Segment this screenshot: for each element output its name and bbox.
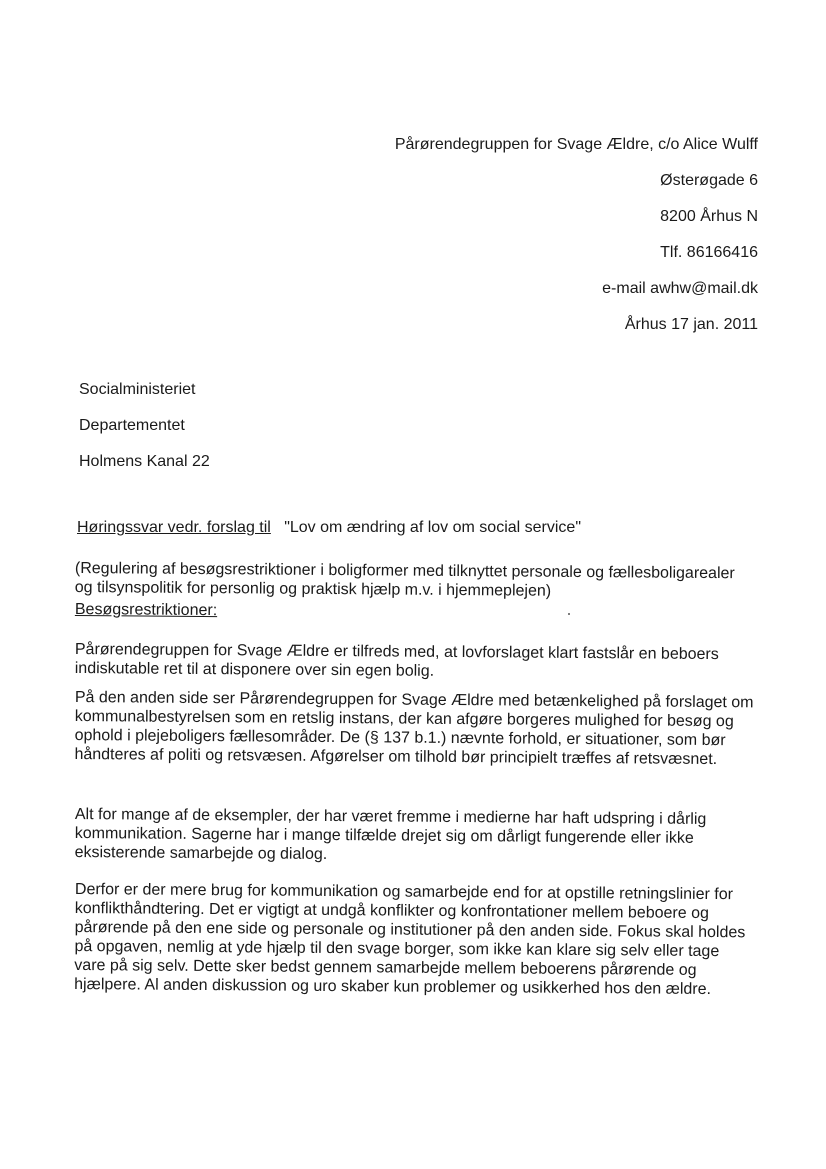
subject-line — [77, 519, 581, 537]
paragraph-4: Derfor er der mere brug for kommunikation og samarbejde end for at opstille retningslinier for konflikthåndtering. Det er vigtigt at undgå konflikter og konfrontationer mellem beboere og pårørende på den ene side og personale og institutioner på den anden side. Fokus skal holdes på opgaven, nemlig at yde hjælp til den svage borger, som ikke kan klare sig selv eller tage vare på sig selv. Dette sker bedst gennem samarbejde mellem beboerens pårørende og hjælpere. Al anden diskussion og uro skaber kun problemer og usikkerhed hos den ældre. — [74, 880, 746, 998]
sender-city: 8200 Århus N — [660, 208, 758, 225]
sender-address-block — [395, 127, 758, 343]
recipient-line-1: Socialministeriet — [79, 381, 196, 398]
subject-parenthetical: (Regulering af besøgsrestriktioner i boligformer med tilknyttet personale og fællesboligarealer og tilsynspolitik for personlig og praktisk hjælp m.v. i hjemmeplejen) — [74, 559, 735, 600]
sender-organization: Pårørendegruppen for Svage Ældre, c/o Alice Wulff — [394, 136, 758, 153]
scan-speck — [568, 613, 570, 615]
recipient-line-3: Holmens Kanal 22 — [79, 453, 210, 470]
paragraph-2: På den anden side ser Pårørendegruppen for Svage Ældre med betænkelighed på forslaget om kommunalbestyrelsen som en retslig instans, der kan afgøre borgeres mulighed for besøg og ophold i plejeboligers fællesområder. De (§ 137 b.1.) nævnte forhold, er situationer, som bør håndteres af politi og retsvæsen. Afgørelser om tilhold bør principielt træffes af retsvæsnet. — [74, 688, 754, 769]
subject-title: "Lov om ændring af lov om social service" — [284, 519, 581, 536]
recipient-line-2: Departementet — [79, 417, 185, 434]
recipient-address-block — [79, 372, 210, 480]
letter-date: Århus 17 jan. 2011 — [624, 316, 758, 333]
subject-underlined: Høringssvar vedr. forslag til — [77, 519, 271, 536]
section-heading: Besøgsrestriktioner: — [74, 600, 218, 620]
paragraph-1: Pårørendegruppen for Svage Ældre er tilfreds med, at lovforslaget klart fastslår en beboers indiskutable ret til at disponere over sin egen bolig. — [74, 640, 719, 680]
sender-phone: Tlf. 86166416 — [660, 244, 758, 261]
sender-street: Østerøgade 6 — [660, 172, 758, 189]
paragraph-3: Alt for mange af de eksempler, der har været fremme i medierne har haft udspring i dårlig kommunikation. Sagerne har i mange tilfælde drejet sig om dårligt fungerende eller ikke eksisterende samarbejde og dialog. — [74, 805, 707, 863]
sender-email: e-mail awhw@mail.dk — [602, 280, 758, 297]
